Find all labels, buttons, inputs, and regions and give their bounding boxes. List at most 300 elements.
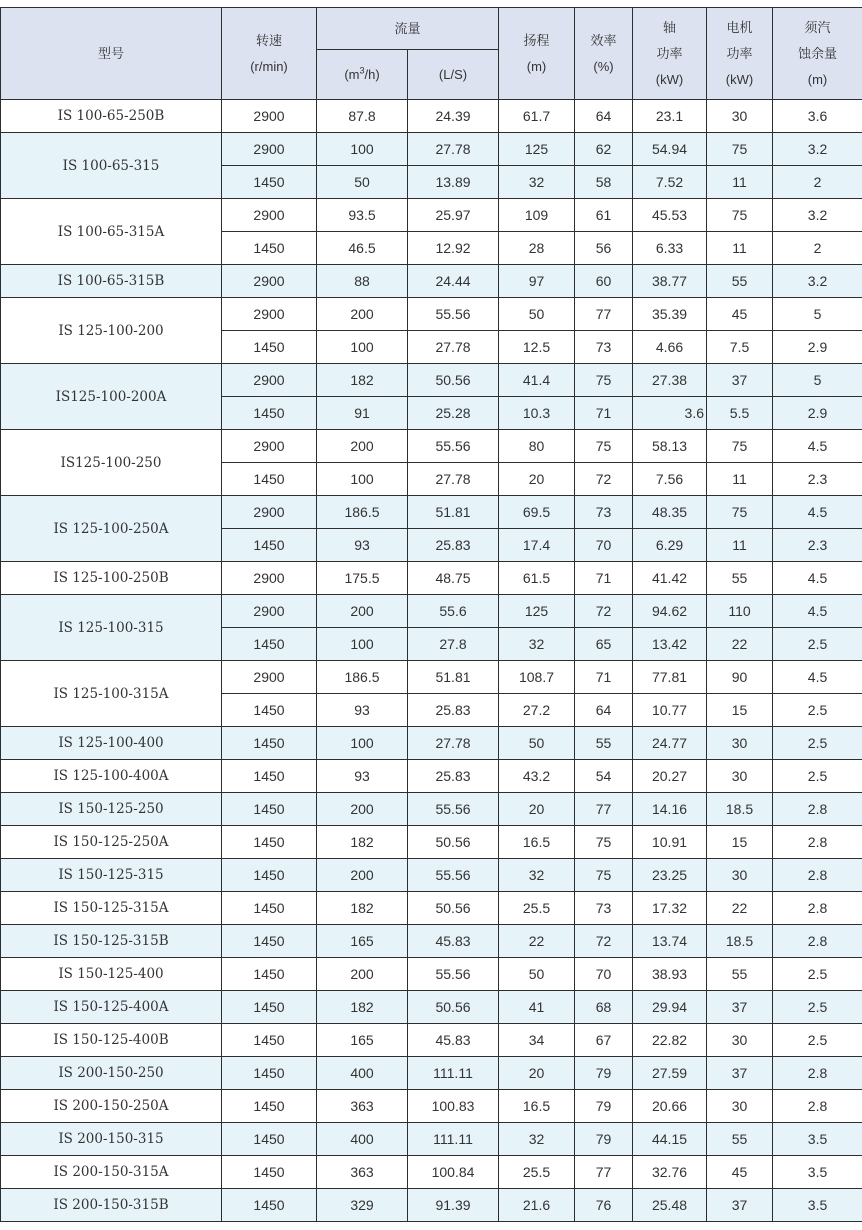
table-row [1, 1024, 862, 1057]
cell-efficiency: 72 [575, 595, 633, 628]
cell-shaft-power: 7.52 [633, 166, 707, 199]
cell-flow-m3h: 200 [317, 793, 408, 826]
cell-efficiency: 75 [575, 826, 633, 859]
cell-efficiency: 67 [575, 1024, 633, 1057]
cell-motor-power: 55 [707, 1123, 773, 1156]
cell-flow-m3h: 329 [317, 1189, 408, 1222]
cell-flow-m3h: 165 [317, 925, 408, 958]
cell-npsh: 3.2 [773, 199, 862, 232]
cell-head: 22 [499, 925, 575, 958]
cell-head: 32 [499, 1123, 575, 1156]
table-row [1, 760, 862, 793]
cell-flow-m3h: 165 [317, 1024, 408, 1057]
cell-flow-ls: 27.78 [408, 331, 499, 364]
cell-head: 50 [499, 298, 575, 331]
cell-shaft-power: 41.42 [633, 562, 707, 595]
cell-speed: 2900 [222, 595, 317, 628]
cell-npsh: 2.3 [773, 463, 862, 496]
table-row [1, 991, 862, 1024]
cell-speed: 1450 [222, 529, 317, 562]
cell-motor-power: 30 [707, 859, 773, 892]
cell-speed: 1450 [222, 397, 317, 430]
cell-flow-ls: 27.78 [408, 727, 499, 760]
cell-efficiency: 77 [575, 298, 633, 331]
cell-motor-power: 45 [707, 298, 773, 331]
cell-shaft-power: 13.42 [633, 628, 707, 661]
cell-shaft-power: 6.29 [633, 529, 707, 562]
cell-efficiency: 70 [575, 529, 633, 562]
cell-npsh: 4.5 [773, 661, 862, 694]
cell-flow-m3h: 200 [317, 595, 408, 628]
cell-flow-ls: 27.78 [408, 463, 499, 496]
cell-flow-m3h: 100 [317, 463, 408, 496]
cell-motor-power: 22 [707, 892, 773, 925]
cell-speed: 2900 [222, 133, 317, 166]
cell-efficiency: 62 [575, 133, 633, 166]
cell-model: IS 150-125-315A [1, 892, 222, 925]
cell-npsh: 2.8 [773, 892, 862, 925]
cell-npsh: 3.5 [773, 1123, 862, 1156]
cell-shaft-power: 14.16 [633, 793, 707, 826]
cell-motor-power: 18.5 [707, 793, 773, 826]
cell-model: IS 150-125-400A [1, 991, 222, 1024]
cell-efficiency: 61 [575, 199, 633, 232]
cell-motor-power: 37 [707, 1057, 773, 1090]
cell-npsh: 4.5 [773, 496, 862, 529]
table-row [1, 496, 862, 529]
table-row [1, 298, 862, 331]
header-flow: 流量 [317, 8, 499, 50]
table-row [1, 1057, 862, 1090]
cell-motor-power: 15 [707, 826, 773, 859]
cell-head: 108.7 [499, 661, 575, 694]
cell-speed: 1450 [222, 1156, 317, 1189]
cell-shaft-power: 24.77 [633, 727, 707, 760]
cell-efficiency: 64 [575, 694, 633, 727]
cell-head: 80 [499, 430, 575, 463]
cell-head: 41 [499, 991, 575, 1024]
cell-head: 69.5 [499, 496, 575, 529]
cell-npsh: 2.9 [773, 331, 862, 364]
cell-flow-m3h: 182 [317, 991, 408, 1024]
cell-head: 16.5 [499, 1090, 575, 1123]
cell-speed: 2900 [222, 661, 317, 694]
cell-speed: 1450 [222, 925, 317, 958]
cell-model: IS 150-125-400B [1, 1024, 222, 1057]
cell-efficiency: 76 [575, 1189, 633, 1222]
cell-model: IS 200-150-315A [1, 1156, 222, 1189]
cell-flow-m3h: 100 [317, 727, 408, 760]
cell-flow-m3h: 100 [317, 133, 408, 166]
cell-motor-power: 11 [707, 232, 773, 265]
cell-shaft-power: 27.59 [633, 1057, 707, 1090]
cell-npsh: 3.2 [773, 265, 862, 298]
cell-motor-power: 37 [707, 991, 773, 1024]
cell-shaft-power: 35.39 [633, 298, 707, 331]
cell-flow-m3h: 400 [317, 1123, 408, 1156]
cell-head: 97 [499, 265, 575, 298]
cell-model: IS 150-125-250A [1, 826, 222, 859]
cell-flow-m3h: 93 [317, 529, 408, 562]
header-efficiency: 效率 (%) [575, 8, 633, 100]
cell-speed: 2900 [222, 298, 317, 331]
cell-speed: 2900 [222, 100, 317, 133]
cell-shaft-power: 13.74 [633, 925, 707, 958]
cell-model: IS 200-150-315 [1, 1123, 222, 1156]
cell-flow-ls: 45.83 [408, 1024, 499, 1057]
cell-efficiency: 60 [575, 265, 633, 298]
cell-npsh: 5 [773, 364, 862, 397]
cell-npsh: 4.5 [773, 430, 862, 463]
cell-flow-ls: 50.56 [408, 826, 499, 859]
cell-flow-ls: 55.56 [408, 298, 499, 331]
cell-efficiency: 75 [575, 430, 633, 463]
cell-flow-ls: 13.89 [408, 166, 499, 199]
cell-npsh: 2.8 [773, 1090, 862, 1123]
cell-model: IS 125-100-400 [1, 727, 222, 760]
cell-flow-m3h: 200 [317, 430, 408, 463]
cell-head: 32 [499, 628, 575, 661]
cell-head: 20 [499, 793, 575, 826]
cell-shaft-power: 58.13 [633, 430, 707, 463]
cell-flow-ls: 50.56 [408, 364, 499, 397]
cell-motor-power: 22 [707, 628, 773, 661]
cell-npsh: 2.8 [773, 925, 862, 958]
cell-head: 109 [499, 199, 575, 232]
cell-speed: 1450 [222, 958, 317, 991]
cell-shaft-power: 22.82 [633, 1024, 707, 1057]
cell-motor-power: 15 [707, 694, 773, 727]
table-row [1, 430, 862, 463]
cell-speed: 1450 [222, 1123, 317, 1156]
cell-flow-m3h: 87.8 [317, 100, 408, 133]
cell-speed: 2900 [222, 496, 317, 529]
cell-head: 21.6 [499, 1189, 575, 1222]
cell-motor-power: 110 [707, 595, 773, 628]
cell-flow-ls: 24.39 [408, 100, 499, 133]
cell-model: IS 200-150-250A [1, 1090, 222, 1123]
cell-head: 17.4 [499, 529, 575, 562]
cell-head: 25.5 [499, 892, 575, 925]
cell-shaft-power: 25.48 [633, 1189, 707, 1222]
cell-flow-m3h: 200 [317, 958, 408, 991]
header-npsh: 须汽 蚀余量 (m) [773, 8, 862, 100]
table-row [1, 826, 862, 859]
cell-model: IS 125-100-400A [1, 760, 222, 793]
cell-efficiency: 56 [575, 232, 633, 265]
cell-motor-power: 11 [707, 463, 773, 496]
cell-shaft-power: 20.66 [633, 1090, 707, 1123]
cell-motor-power: 30 [707, 760, 773, 793]
cell-head: 43.2 [499, 760, 575, 793]
cell-shaft-power: 20.27 [633, 760, 707, 793]
table-body [1, 100, 862, 1222]
cell-motor-power: 55 [707, 265, 773, 298]
table-row [1, 364, 862, 397]
cell-speed: 2900 [222, 364, 317, 397]
cell-efficiency: 73 [575, 496, 633, 529]
cell-model: IS 150-125-315 [1, 859, 222, 892]
cell-flow-m3h: 363 [317, 1090, 408, 1123]
cell-flow-ls: 55.56 [408, 859, 499, 892]
cell-npsh: 5 [773, 298, 862, 331]
table-row [1, 595, 862, 628]
cell-efficiency: 79 [575, 1057, 633, 1090]
cell-npsh: 2.8 [773, 826, 862, 859]
cell-speed: 1450 [222, 463, 317, 496]
cell-model: IS125-100-250 [1, 430, 222, 496]
cell-efficiency: 65 [575, 628, 633, 661]
cell-speed: 1450 [222, 859, 317, 892]
cell-motor-power: 11 [707, 529, 773, 562]
cell-model: IS 150-125-400 [1, 958, 222, 991]
cell-head: 25.5 [499, 1156, 575, 1189]
cell-speed: 1450 [222, 166, 317, 199]
table-row [1, 727, 862, 760]
cell-flow-ls: 51.81 [408, 496, 499, 529]
cell-efficiency: 70 [575, 958, 633, 991]
cell-flow-ls: 25.83 [408, 529, 499, 562]
cell-npsh: 3.5 [773, 1189, 862, 1222]
cell-shaft-power: 6.33 [633, 232, 707, 265]
cell-flow-m3h: 93 [317, 760, 408, 793]
cell-motor-power: 75 [707, 133, 773, 166]
cell-efficiency: 71 [575, 562, 633, 595]
table-row [1, 133, 862, 166]
cell-motor-power: 75 [707, 496, 773, 529]
cell-head: 32 [499, 166, 575, 199]
cell-speed: 1450 [222, 331, 317, 364]
cell-motor-power: 30 [707, 727, 773, 760]
cell-speed: 1450 [222, 1057, 317, 1090]
cell-efficiency: 71 [575, 397, 633, 430]
cell-flow-m3h: 91 [317, 397, 408, 430]
cell-model: IS 150-125-315B [1, 925, 222, 958]
cell-flow-ls: 25.83 [408, 694, 499, 727]
cell-flow-ls: 55.56 [408, 793, 499, 826]
cell-motor-power: 30 [707, 1090, 773, 1123]
cell-speed: 1450 [222, 892, 317, 925]
cell-flow-m3h: 363 [317, 1156, 408, 1189]
table-row [1, 892, 862, 925]
cell-efficiency: 68 [575, 991, 633, 1024]
cell-speed: 1450 [222, 1024, 317, 1057]
cell-shaft-power: 7.56 [633, 463, 707, 496]
cell-flow-ls: 24.44 [408, 265, 499, 298]
cell-speed: 1450 [222, 232, 317, 265]
cell-shaft-power: 77.81 [633, 661, 707, 694]
cell-npsh: 3.5 [773, 1156, 862, 1189]
cell-flow-m3h: 93.5 [317, 199, 408, 232]
cell-shaft-power: 10.91 [633, 826, 707, 859]
cell-model: IS 100-65-315A [1, 199, 222, 265]
cell-efficiency: 72 [575, 463, 633, 496]
cell-head: 32 [499, 859, 575, 892]
table-row [1, 661, 862, 694]
cell-speed: 1450 [222, 826, 317, 859]
header-flow-m3h: $(m^3/h)$ [317, 50, 408, 100]
table-row [1, 958, 862, 991]
cell-flow-ls: 51.81 [408, 661, 499, 694]
cell-shaft-power: 4.66 [633, 331, 707, 364]
cell-flow-ls: 48.75 [408, 562, 499, 595]
cell-flow-ls: 50.56 [408, 892, 499, 925]
header-shaft-power: 轴 功率 (kW) [633, 8, 707, 100]
cell-npsh: 2.8 [773, 1057, 862, 1090]
cell-model: IS 100-65-250B [1, 100, 222, 133]
table-row [1, 859, 862, 892]
cell-speed: 1450 [222, 760, 317, 793]
cell-npsh: 2 [773, 166, 862, 199]
cell-motor-power: 55 [707, 958, 773, 991]
cell-motor-power: 7.5 [707, 331, 773, 364]
cell-shaft-power: 17.32 [633, 892, 707, 925]
cell-efficiency: 58 [575, 166, 633, 199]
cell-shaft-power: 48.35 [633, 496, 707, 529]
cell-head: 61.7 [499, 100, 575, 133]
cell-model: IS 150-125-250 [1, 793, 222, 826]
cell-flow-ls: 25.83 [408, 760, 499, 793]
cell-shaft-power: 23.25 [633, 859, 707, 892]
cell-flow-ls: 25.28 [408, 397, 499, 430]
cell-speed: 1450 [222, 1189, 317, 1222]
cell-flow-m3h: 46.5 [317, 232, 408, 265]
cell-npsh: 2 [773, 232, 862, 265]
cell-head: 12.5 [499, 331, 575, 364]
cell-flow-m3h: 186.5 [317, 661, 408, 694]
header-speed: 转速 (r/min) [222, 8, 317, 100]
cell-flow-ls: 111.11 [408, 1123, 499, 1156]
cell-model: IS125-100-200A [1, 364, 222, 430]
table-row [1, 1123, 862, 1156]
cell-head: 125 [499, 133, 575, 166]
header-model: 型号 [1, 8, 222, 100]
cell-efficiency: 71 [575, 661, 633, 694]
header-flow-ls: (L/S) [408, 50, 499, 100]
cell-npsh: 2.8 [773, 793, 862, 826]
cell-head: 10.3 [499, 397, 575, 430]
header-motor-power: 电机 功率 (kW) [707, 8, 773, 100]
cell-speed: 1450 [222, 628, 317, 661]
cell-flow-m3h: 182 [317, 892, 408, 925]
cell-speed: 1450 [222, 694, 317, 727]
table-row [1, 1090, 862, 1123]
cell-model: IS 200-150-250 [1, 1057, 222, 1090]
cell-flow-ls: 27.78 [408, 133, 499, 166]
cell-efficiency: 79 [575, 1123, 633, 1156]
cell-shaft-power: 27.38 [633, 364, 707, 397]
cell-motor-power: 75 [707, 199, 773, 232]
cell-flow-ls: 50.56 [408, 991, 499, 1024]
cell-efficiency: 75 [575, 364, 633, 397]
cell-flow-m3h: 182 [317, 826, 408, 859]
cell-shaft-power: 44.15 [633, 1123, 707, 1156]
cell-speed: 2900 [222, 265, 317, 298]
cell-flow-ls: 55.56 [408, 958, 499, 991]
cell-efficiency: 75 [575, 859, 633, 892]
cell-flow-m3h: 100 [317, 331, 408, 364]
cell-head: 61.5 [499, 562, 575, 595]
cell-speed: 1450 [222, 727, 317, 760]
header-head: 扬程 (m) [499, 8, 575, 100]
cell-flow-ls: 55.6 [408, 595, 499, 628]
cell-speed: 2900 [222, 430, 317, 463]
cell-motor-power: 11 [707, 166, 773, 199]
cell-flow-ls: 111.11 [408, 1057, 499, 1090]
cell-motor-power: 90 [707, 661, 773, 694]
cell-flow-ls: 55.56 [408, 430, 499, 463]
table-row [1, 265, 862, 298]
cell-shaft-power: 23.1 [633, 100, 707, 133]
table-row [1, 199, 862, 232]
cell-efficiency: 64 [575, 100, 633, 133]
cell-shaft-power: 3.6 [633, 397, 707, 430]
cell-head: 41.4 [499, 364, 575, 397]
cell-flow-ls: 100.83 [408, 1090, 499, 1123]
cell-flow-m3h: 400 [317, 1057, 408, 1090]
cell-model: IS 200-150-315B [1, 1189, 222, 1222]
cell-speed: 2900 [222, 562, 317, 595]
cell-flow-m3h: 200 [317, 298, 408, 331]
cell-npsh: 2.5 [773, 1024, 862, 1057]
cell-npsh: 3.2 [773, 133, 862, 166]
cell-flow-ls: 25.97 [408, 199, 499, 232]
cell-flow-m3h: 182 [317, 364, 408, 397]
cell-head: 16.5 [499, 826, 575, 859]
cell-model: IS 125-100-250A [1, 496, 222, 562]
cell-motor-power: 55 [707, 562, 773, 595]
pump-spec-table [0, 7, 862, 1222]
cell-flow-ls: 12.92 [408, 232, 499, 265]
cell-flow-m3h: 88 [317, 265, 408, 298]
cell-motor-power: 45 [707, 1156, 773, 1189]
cell-flow-ls: 100.84 [408, 1156, 499, 1189]
cell-efficiency: 79 [575, 1090, 633, 1123]
cell-npsh: 4.5 [773, 595, 862, 628]
cell-head: 20 [499, 1057, 575, 1090]
cell-model: IS 100-65-315B [1, 265, 222, 298]
cell-shaft-power: 38.77 [633, 265, 707, 298]
cell-motor-power: 30 [707, 100, 773, 133]
cell-flow-m3h: 93 [317, 694, 408, 727]
table-row [1, 1156, 862, 1189]
cell-shaft-power: 45.53 [633, 199, 707, 232]
cell-flow-m3h: 50 [317, 166, 408, 199]
table-row [1, 793, 862, 826]
cell-efficiency: 54 [575, 760, 633, 793]
cell-speed: 2900 [222, 199, 317, 232]
cell-efficiency: 73 [575, 892, 633, 925]
cell-motor-power: 5.5 [707, 397, 773, 430]
cell-head: 34 [499, 1024, 575, 1057]
cell-motor-power: 37 [707, 1189, 773, 1222]
cell-flow-ls: 27.8 [408, 628, 499, 661]
cell-head: 50 [499, 958, 575, 991]
cell-efficiency: 77 [575, 793, 633, 826]
cell-head: 20 [499, 463, 575, 496]
cell-npsh: 2.9 [773, 397, 862, 430]
cell-flow-m3h: 100 [317, 628, 408, 661]
cell-head: 28 [499, 232, 575, 265]
cell-model: IS 125-100-315A [1, 661, 222, 727]
cell-shaft-power: 10.77 [633, 694, 707, 727]
cell-npsh: 2.5 [773, 991, 862, 1024]
cell-npsh: 2.5 [773, 628, 862, 661]
cell-model: IS 100-65-315 [1, 133, 222, 199]
cell-speed: 1450 [222, 991, 317, 1024]
cell-flow-ls: 45.83 [408, 925, 499, 958]
table-row [1, 1189, 862, 1222]
